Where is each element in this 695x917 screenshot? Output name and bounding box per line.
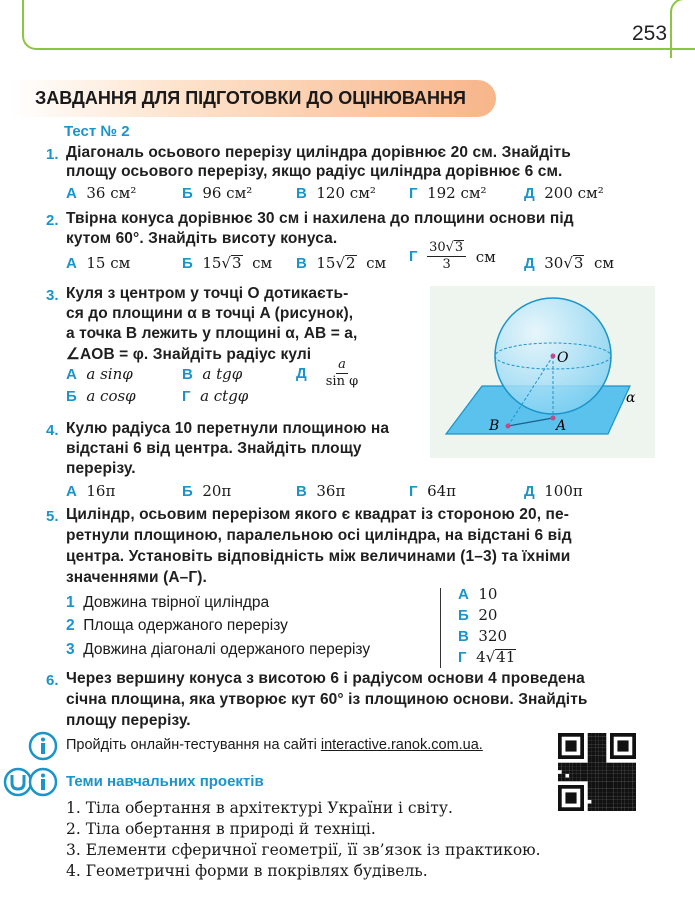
answer-value: 20 <box>478 606 498 624</box>
q2-answer-e: Д 30√3 см <box>524 254 615 272</box>
q3-answer-b <box>66 387 136 405</box>
sphere-figure <box>430 286 655 458</box>
q5-left-3 <box>66 641 370 659</box>
item-number: 2 <box>66 617 75 634</box>
info-icon <box>28 767 58 797</box>
answer-coef: 30 <box>544 254 564 272</box>
answer-unit: см <box>366 254 387 272</box>
q4-line3: перерізу. <box>66 460 136 477</box>
q5-right-c <box>458 627 507 645</box>
answer-value: 36 см² <box>86 184 137 202</box>
q2-answer-c: В 15√2 см <box>296 254 387 272</box>
fraction-num-radicand: 3 <box>454 240 464 255</box>
q1-answer-5 <box>524 184 604 202</box>
q5-right-b <box>458 606 497 624</box>
q4-answer-2 <box>182 482 231 500</box>
answer-letter: В <box>458 628 469 645</box>
q5-number: 5. <box>46 508 59 525</box>
q4-answer-4 <box>409 482 456 500</box>
answer-letter: А <box>66 255 77 272</box>
q3-line4: ∠AOB = φ. Знайдіть радіус кулі <box>66 346 312 363</box>
answer-value: a tgφ <box>202 365 243 383</box>
answer-coef: 15 <box>316 254 336 272</box>
qr-code[interactable] <box>556 731 638 813</box>
fraction-num-coef: 30 <box>429 240 446 255</box>
project-item: 3. Елементи сферичної геометрії, її зв’язок із практикою. <box>66 841 541 859</box>
online-testing <box>66 737 483 753</box>
page-frame <box>22 0 695 50</box>
answer-letter: Б <box>182 255 193 272</box>
answer-letter: Г <box>409 483 418 500</box>
q2-line2: кутом 60°. Знайдіть висоту конуса. <box>66 230 338 247</box>
answer-letter: А <box>66 366 77 383</box>
q4-answer-3 <box>296 482 345 500</box>
q1-answer-4 <box>409 184 487 202</box>
point-B <box>506 424 511 429</box>
answer-value: a sinφ <box>86 365 133 383</box>
q5-line4: значеннями (А–Г). <box>66 569 207 586</box>
q4-line1: Кулю радіуса 10 перетнули площиною на <box>66 420 390 437</box>
label-B: B <box>489 418 500 434</box>
q3-line2: ся до площини α в точці A (рисунок), <box>66 305 354 322</box>
answer-letter: В <box>296 255 307 272</box>
answer-value: 192 см² <box>427 184 487 202</box>
answer-value: 36π <box>316 482 346 500</box>
fraction-denominator: 3 <box>442 257 451 273</box>
q5-line3: центра. Установіть відповідність між величинами (1–3) та їхніми <box>66 548 571 565</box>
q1-number: 1. <box>46 146 59 163</box>
q5-line2: ретнули площиною, паралельною осі циліндра, на відстані 6 від <box>66 527 572 544</box>
answer-letter: Д <box>524 185 535 202</box>
answer-letter: Г <box>409 248 418 266</box>
test-title: Тест № 2 <box>64 123 130 140</box>
label-A: A <box>556 418 567 434</box>
fraction-numerator: a <box>336 357 348 374</box>
q6-number: 6. <box>46 672 59 689</box>
answer-coef: 15 <box>202 254 222 272</box>
q3-line1: Куля з центром у точці O дотикаєть- <box>66 285 349 302</box>
q2-answer-a <box>66 254 130 272</box>
q6-line2: січна площина, яка утворює кут 60° із площиною основи. Знайдіть <box>66 691 588 708</box>
answer-fraction: $\frac{30√3}{3}$ <box>427 240 466 274</box>
item-text: Довжина твірної циліндра <box>83 594 270 611</box>
q5-left-1 <box>66 594 269 612</box>
item-text: Довжина діагоналі одержаного перерізу <box>83 641 371 658</box>
q3-answer-a <box>66 365 133 383</box>
page-number: 253 <box>632 22 668 45</box>
q2-line1: Твірна конуса дорівнює 30 см і нахилена до площини основи під <box>66 210 574 227</box>
answer-value: 10 <box>478 585 498 603</box>
answer-letter: Д <box>524 255 535 272</box>
answer-coef: 4 <box>476 648 486 666</box>
answer-unit: см <box>252 254 273 272</box>
answer-letter: А <box>66 185 77 202</box>
answer-letter: А <box>66 483 77 500</box>
q3-answer-e <box>296 357 358 391</box>
q2-answer-b: Б 15√3 см <box>182 254 273 272</box>
project-item: 4. Геометричні форми в покрівлях будівель. <box>66 862 428 880</box>
fraction-denominator: sin φ <box>325 374 359 390</box>
q5-line1: Циліндр, осьовим перерізом якого є квадрат із стороною 20, пе- <box>66 506 569 523</box>
answer-letter: Г <box>458 649 467 666</box>
q6-line3: площу перерізу. <box>66 712 191 729</box>
q3-answer-d <box>182 387 248 405</box>
answer-letter: Б <box>458 607 469 624</box>
projects-title: Теми навчальних проектів <box>66 773 264 790</box>
answer-letter: В <box>296 483 307 500</box>
answer-value: 100π <box>544 482 583 500</box>
q4-number: 4. <box>46 422 59 439</box>
answer-value: 320 <box>478 627 508 645</box>
item-number: 3 <box>66 641 75 658</box>
answer-letter: Б <box>182 483 193 500</box>
q2-number: 2. <box>46 212 59 229</box>
q4-answer-5 <box>524 482 583 500</box>
answer-radicand: 41 <box>496 648 516 666</box>
answer-value: 15 см <box>86 254 131 272</box>
answer-letter: А <box>458 586 469 603</box>
answer-value: 200 см² <box>544 184 604 202</box>
q1-line2: площу осьового перерізу, якщо радіус циліндра дорівнює 6 см. <box>66 163 563 180</box>
q1-answer-1 <box>66 184 136 202</box>
answer-radicand: 3 <box>231 254 242 272</box>
answer-value: 16π <box>86 482 116 500</box>
answer-value: a cosφ <box>86 387 136 405</box>
answer-letter: В <box>182 366 193 383</box>
point-A <box>551 416 556 421</box>
answer-value: 20π <box>202 482 232 500</box>
q1-line1: Діагональ осьового перерізу циліндра дорівнює 20 см. Знайдіть <box>66 144 571 161</box>
answer-letter: Г <box>409 185 418 202</box>
q5-right-d: Г 4√41 <box>458 648 516 666</box>
answer-radicand: 2 <box>346 254 356 272</box>
q4-answer-1 <box>66 482 115 500</box>
answer-unit: см <box>593 254 615 272</box>
answer-letter: Б <box>182 185 193 202</box>
answer-value: a ctgφ <box>200 387 249 405</box>
q3-number: 3. <box>46 287 59 304</box>
section-title: ЗАВДАННЯ ДЛЯ ПІДГОТОВКИ ДО ОЦІНЮВАННЯ <box>35 88 466 108</box>
q3-line3: а точка B лежить у площині α, AB = a, <box>66 325 358 342</box>
matching-divider <box>440 588 441 668</box>
q1-answer-3 <box>296 184 376 202</box>
answer-value: 96 см² <box>202 184 253 202</box>
q2-answer-d <box>409 240 496 274</box>
project-item: 1. Тіла обертання в архітектурі України і світу. <box>66 799 453 817</box>
label-alpha: α <box>626 390 636 406</box>
answer-letter: Г <box>182 388 191 405</box>
online-text: Пройдіть онлайн-тестування на сайті <box>66 737 317 753</box>
answer-value: 64π <box>427 482 457 500</box>
point-O <box>551 354 556 359</box>
page-frame-corner <box>670 0 695 58</box>
answer-letter: Д <box>296 365 307 383</box>
q6-line1: Через вершину конуса з висотою 6 і радіусом основи 4 проведена <box>66 670 585 687</box>
answer-value: 120 см² <box>316 184 376 202</box>
answer-fraction <box>326 357 358 391</box>
q4-line2: відстані 6 від центра. Знайдіть площу <box>66 440 362 457</box>
answer-radicand: 3 <box>573 254 584 272</box>
online-link[interactable]: interactive.ranok.com.ua. <box>320 737 483 753</box>
label-O: O <box>557 350 569 366</box>
project-item: 2. Тіла обертання в природі й техніці. <box>66 820 376 838</box>
item-number: 1 <box>66 594 75 611</box>
answer-letter: Б <box>66 388 77 405</box>
info-icon <box>28 731 58 761</box>
q3-answer-c <box>182 365 242 383</box>
q5-right-a <box>458 585 497 603</box>
item-text: Площа одержаного перерізу <box>83 617 288 634</box>
answer-unit: см <box>475 247 496 266</box>
q1-answer-2 <box>182 184 252 202</box>
answer-letter: Д <box>524 483 535 500</box>
answer-letter: В <box>296 185 307 202</box>
q5-left-2 <box>66 617 288 635</box>
